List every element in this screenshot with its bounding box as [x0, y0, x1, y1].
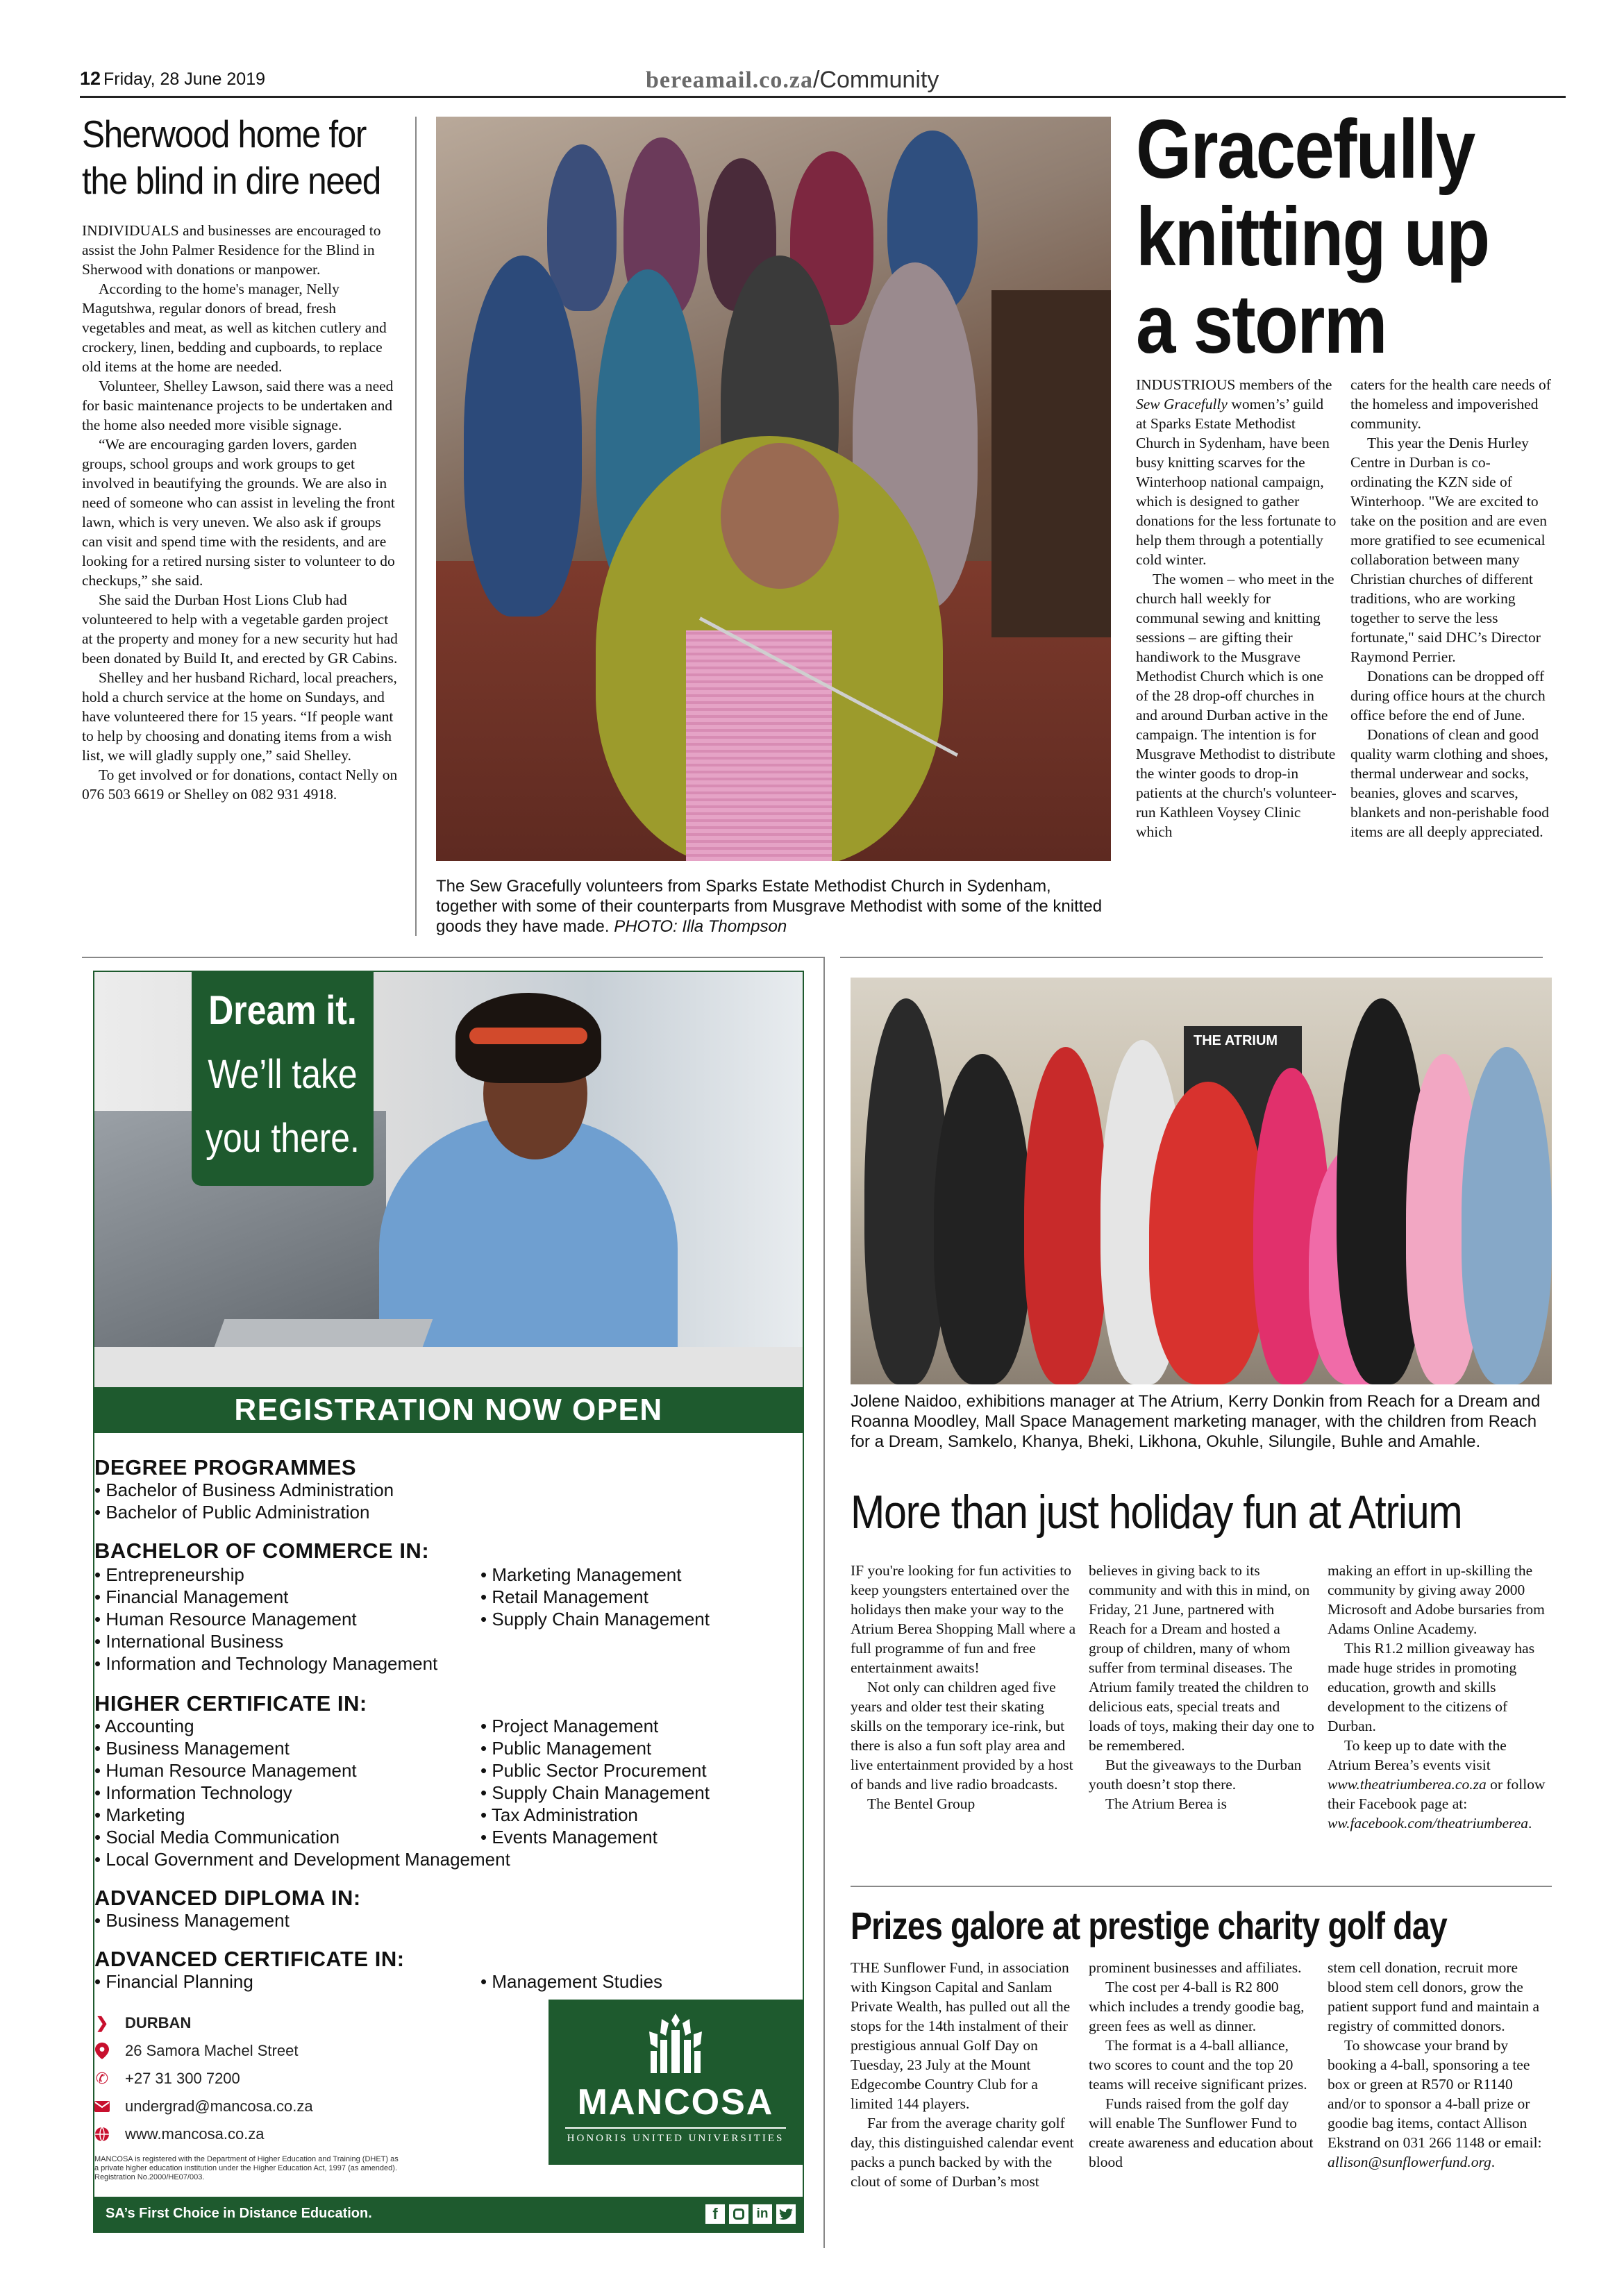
pink-knitting: [686, 630, 832, 861]
atrium-paragraph: Not only can children aged five years and older test their skating skills on the temporary ice-rink, but there is also a fun soft play area and live entertainment provided by a host of bands and live radio broadcasts.: [851, 1679, 1073, 1793]
atrium-paragraph: The Bentel Group: [867, 1795, 976, 1812]
bullet: •: [480, 1609, 487, 1629]
programme-label: Local Government and Development Management: [106, 1849, 510, 1870]
programme-item: [480, 1826, 800, 1848]
child: [1149, 1082, 1267, 1384]
golf-col2: [1089, 1958, 1314, 2172]
chevron-right-icon: ❯: [95, 2014, 109, 2031]
sherwood-headline: [82, 111, 388, 204]
atrium-caption: Jolene Naidoo, exhibitions manager at The Atrium, Kerry Donkin from Reach for a Dream and Roanna Moodley, Mall Space Management marketing manager, with the children from Reach for a Dream, Samkelo, Khanya, Bheki, Likhona, Okuhle, Silungile, Buhle and Amahle.: [851, 1392, 1541, 1451]
contact-city-label: DURBAN: [125, 2014, 192, 2031]
sherwood-paragraph: “We are encouraging garden lovers, garden groups, school groups and work groups to get involved in beautifying the grounds. We are also in need of someone who can assist in leveling the front lawn, which is very uneven. We also ask if groups can visit and spend time with the residents, and are looking for a retired nursing sister to volunteer to do checkups,” she said.: [82, 436, 395, 589]
photo-credit: PHOTO: Illa Thompson: [614, 917, 787, 936]
programme-label: Events Management: [492, 1827, 658, 1847]
advanced-diploma-list: [94, 1909, 511, 1932]
programme-label: Business Management: [106, 1738, 290, 1759]
programme-label: Retail Management: [492, 1586, 648, 1607]
knitting-paragraph: Donations can be dropped off during office hours at the church office before the end of June.: [1350, 668, 1546, 723]
bullet: •: [94, 1738, 101, 1759]
registration-note: MANCOSA is registered with the Department of Higher Education and Training (DHET) as a private higher education institution under the Higher Education Act, 1997 (as amended). Registration No.2000/HE07/003.: [94, 2155, 399, 2181]
programme-label: Social Media Communication: [106, 1827, 340, 1847]
sherwood-paragraph: INDIVIDUALS and businesses are encouraged to assist the John Palmer Residence for the Blind in Sherwood with donations or manpower.: [82, 222, 381, 278]
desk: [94, 1347, 803, 1387]
atrium-paragraph: making an effort in up-skilling the community by giving away 2000 Microsoft and Adobe bursaries from Adams Online Academy.: [1328, 1562, 1545, 1637]
atrium-paragraph: [1328, 1736, 1551, 1833]
atrium-paragraph: IF you're looking for fun activities to keep youngsters entertained over the holidays then make your way to the Atrium Berea Shopping Mall where a full programme of fun and free entertainment awaits!: [851, 1562, 1076, 1676]
commerce-heading: BACHELOR OF COMMERCE IN:: [94, 1539, 430, 1563]
knitting-paragraph: [1136, 375, 1337, 569]
guild-name: Sew Gracefully: [1136, 396, 1228, 412]
programme-item: [94, 1586, 483, 1608]
commerce-list-left: [94, 1564, 483, 1675]
knitting-paragraph: The women – who meet in the church hall weekly for communal sewing and knitting sessions – are gifting their handiwork to the Musgrave Methodist Church which is one of the 28 drop-off churches in and around Durban active in the campaign. The intention is for Musgrave Methodist to distribute the winter goods to drop-in patients at the church's volunteer-run Kathleen Voysey Clinic which: [1136, 571, 1337, 840]
section-rule: [851, 1886, 1552, 1887]
sherwood-headline-line2: the blind in dire need: [82, 159, 380, 202]
sherwood-paragraph: She said the Durban Host Lions Club had volunteered to help with a vegetable garden project at the property and money for a new security hut had been donated by Build It, and erected by GR Cabins.: [82, 592, 398, 667]
slogan-line: Dream it.: [208, 988, 357, 1033]
knitting-col1: [1136, 375, 1337, 841]
programme-item: [480, 1608, 800, 1630]
programme-item: [480, 1970, 800, 1993]
commerce-list-right: [480, 1564, 800, 1630]
golf-paragraph: The format is a 4-ball alliance, two scores to count and the top 20 teams will receive significant prizes.: [1089, 2037, 1307, 2093]
knitting-paragraph: caters for the health care needs of the homeless and impoverished community.: [1350, 376, 1551, 432]
atrium-headline: More than just holiday fun at Atrium: [851, 1486, 1462, 1539]
pew: [991, 290, 1111, 637]
advanced-certificate-list-right: [480, 1970, 800, 1993]
text-run: women’s’ guild at Sparks Estate Methodist Church in Sydenham, have been busy knitting scarves for the Winterhoop national campaign, which is designed to gather donations for the less fortunate to help them through a potentially cold winter.: [1136, 396, 1337, 568]
bullet: •: [480, 1827, 487, 1847]
programme-label: Human Resource Management: [106, 1609, 357, 1629]
programme-label: Public Management: [492, 1738, 652, 1759]
registration-banner: REGISTRATION NOW OPEN: [94, 1387, 803, 1433]
bullet: •: [480, 1716, 487, 1736]
degree-list: [94, 1479, 789, 1523]
contact-address-label: 26 Samora Machel Street: [125, 2042, 299, 2059]
volunteer: [547, 144, 617, 311]
programme-item: [480, 1782, 800, 1804]
programme-item: [94, 1848, 580, 1870]
atrium-paragraph: This R1.2 million giveaway has made huge strides in promoting education, growth and skills development to the citizens of Durban.: [1328, 1640, 1535, 1734]
text-run: or follow their Facebook page at:: [1328, 1776, 1546, 1812]
programme-label: International Business: [106, 1631, 284, 1652]
programme-item: [480, 1759, 800, 1782]
ad-slogan: [192, 972, 374, 1186]
programme-label: Marketing Management: [492, 1564, 682, 1585]
volunteer: [464, 255, 582, 617]
phone-icon: ✆: [95, 2070, 109, 2087]
programme-item: [480, 1586, 800, 1608]
programme-label: Accounting: [104, 1716, 194, 1736]
twitter-icon[interactable]: [776, 2204, 796, 2224]
bullet: •: [94, 1502, 101, 1523]
mancosa-ad: [93, 971, 804, 2233]
bullet: •: [480, 1782, 487, 1803]
section-rule: [840, 957, 1543, 958]
programme-item: [94, 1479, 789, 1501]
programme-label: Marketing: [106, 1804, 185, 1825]
programme-label: Management Studies: [492, 1971, 663, 1992]
sherwood-paragraph: Volunteer, Shelley Lawson, said there was a need for basic maintenance projects to be undertaken and the home also needed more visible signage.: [82, 378, 394, 433]
programme-item: [94, 1608, 483, 1630]
page-date: Friday, 28 June 2019: [103, 69, 266, 89]
knitting-headline-line2: knitting up: [1136, 190, 1489, 283]
atrium-paragraph: believes in giving back to its community and with this in mind, on Friday, 21 June, partnered with Reach for a Dream and hosted a group of children, many of whom suffer from terminal diseases. The Atrium family treated the children to delicious eats, special treats and loads of toys, making their day one to be remembered.: [1089, 1562, 1314, 1754]
programme-label: Supply Chain Management: [492, 1609, 710, 1629]
atrium-col1: [851, 1561, 1076, 1813]
programme-item: [480, 1715, 800, 1737]
golf-paragraph: THE Sunflower Fund, in association with Kingson Capital and Sanlam Private Wealth, has pulled out all the stops for the 14th instalment of their prestigious annual Golf Day on Tuesday, 23 July at the Mount Edgecombe Country Club for a limited 144 players.: [851, 1959, 1071, 2112]
sherwood-headline-line1: Sherwood home for: [82, 112, 367, 156]
programme-label: Tax Administration: [491, 1804, 638, 1825]
bullet: •: [94, 1631, 101, 1652]
golf-paragraph: stem cell donation, recruit more blood stem cell donors, grow the patient support fund and maintain a registry of committed donors.: [1328, 1959, 1540, 2034]
contact-phone[interactable]: [94, 2065, 511, 2093]
header-rule: [80, 96, 1566, 98]
programme-label: Public Sector Procurement: [492, 1760, 707, 1781]
hc-heading: HIGHER CERTIFICATE IN:: [94, 1691, 367, 1716]
programme-item: [480, 1564, 800, 1586]
headband: [469, 1028, 587, 1044]
atrium-photo: [851, 978, 1552, 1384]
golf-col3: [1328, 1958, 1551, 2172]
bullet: •: [94, 1910, 101, 1931]
bullet: •: [94, 1586, 101, 1607]
golf-paragraph: Far from the average charity golf day, this distinguished calendar event packs a punch backed by with the clout of some of Durban’s most: [851, 2115, 1074, 2190]
golf-paragraph: The cost per 4-ball is R2 800 which includes a trendy goodie bag, green fees as well as dinner.: [1089, 1979, 1305, 2034]
programme-label: Supply Chain Management: [492, 1782, 710, 1803]
column-divider: [415, 117, 417, 936]
bullet: •: [94, 1716, 101, 1736]
atrium-col2: [1089, 1561, 1314, 1813]
contact-block: [94, 2009, 511, 2148]
bullet: •: [94, 1480, 101, 1500]
atrium-website-link[interactable]: www.theatriumberea.co.za: [1328, 1776, 1487, 1793]
bullet: •: [480, 1804, 487, 1825]
knitting-col2: [1350, 375, 1552, 841]
page-number: 12: [80, 68, 101, 89]
atrium-paragraph: The Atrium Berea is: [1105, 1795, 1227, 1812]
knitting-caption: [436, 876, 1111, 937]
programme-label: Financial Management: [106, 1586, 289, 1607]
text-run: To showcase your brand by booking a 4-ball, sponsoring a tee box or green at R570 or R1140 and/or to sponsor a 4-ball prize or goodie bag items, contact Allison Ekstrand on 031 266 1148 or email:: [1328, 2037, 1542, 2151]
instagram-glyph: [733, 2209, 744, 2220]
programme-item: [480, 1737, 800, 1759]
knitting-photo: [436, 117, 1111, 861]
bullet: •: [94, 1971, 101, 1992]
bullet: •: [480, 1564, 487, 1585]
bullet: •: [94, 1609, 101, 1629]
atrium-sign-text: THE ATRIUM: [1194, 1033, 1278, 1048]
programme-label: Information Technology: [106, 1782, 292, 1803]
contact-phone-label: +27 31 300 7200: [125, 2070, 240, 2087]
ad-footer: [94, 2197, 803, 2231]
section-rule: [82, 957, 825, 958]
atrium-facebook-link[interactable]: ww.facebook.com/theatriumberea: [1328, 1815, 1528, 1832]
programme-item: [94, 1630, 483, 1652]
contact-web-label: www.mancosa.co.za: [125, 2125, 265, 2143]
golf-paragraph: Funds raised from the golf day will enable The Sunflower Fund to create awareness and education about blood: [1089, 2095, 1314, 2170]
brand-name: MANCOSA: [577, 2082, 774, 2122]
bullet: •: [94, 1782, 101, 1803]
programme-label: Entrepreneurship: [106, 1564, 244, 1585]
bullet: •: [94, 1827, 101, 1847]
lead-face: [721, 443, 839, 589]
location-pin-icon: [94, 2043, 110, 2059]
mancosa-logo-icon: [641, 2012, 710, 2075]
bullet: •: [94, 1804, 101, 1825]
knitting-headline: [1136, 103, 1518, 371]
social-icons: [705, 2204, 796, 2224]
degree-heading: DEGREE PROGRAMMES: [94, 1455, 357, 1480]
contact-city: [94, 2009, 511, 2037]
text-run: To keep up to date with the Atrium Berea’s events visit: [1328, 1737, 1507, 1773]
programme-label: Human Resource Management: [106, 1760, 357, 1781]
programme-label: Bachelor of Public Administration: [106, 1502, 370, 1523]
sherwood-body: [82, 221, 401, 804]
linkedin-icon[interactable]: in: [753, 2204, 772, 2224]
child: [1462, 1047, 1552, 1384]
ad-footer-text: SA’s First Choice in Distance Education.: [106, 2206, 372, 2221]
text-run: .: [1491, 2154, 1496, 2170]
site-section: /Community: [812, 67, 939, 93]
programme-label: Information and Technology Management: [106, 1653, 438, 1674]
mancosa-logo-block: [549, 2000, 803, 2165]
knitting-headline-line3: a storm: [1136, 278, 1387, 371]
programme-item: [94, 1564, 483, 1586]
contact-email-label: undergrad@mancosa.co.za: [125, 2097, 313, 2115]
sherwood-paragraph: To get involved or for donations, contact Nelly on 076 503 6619 or Shelley on 082 931 4918.: [82, 766, 398, 803]
email-icon: [94, 2099, 110, 2114]
bullet: •: [94, 1564, 101, 1585]
brand-tagline: HONORIS UNITED UNIVERSITIES: [567, 2133, 785, 2144]
atrium-paragraph: But the giveaways to the Durban youth doesn’t stop there.: [1089, 1757, 1302, 1793]
programme-item: [480, 1804, 800, 1826]
site-domain: bereamail.co.za: [646, 67, 813, 93]
bullet: •: [480, 1586, 487, 1607]
laptop: [215, 1319, 433, 1347]
knitting-paragraph: Donations of clean and good quality warm clothing and shoes, thermal underwear and socks, beanies, gloves and scarves, blankets and non-perishable food items are all deeply appreciated.: [1350, 726, 1549, 840]
atrium-col3: [1328, 1561, 1551, 1833]
sherwood-paragraph: Shelley and her husband Richard, local preachers, hold a church service at the home on Sundays, and have volunteered there for 15 years. “If people want to help by choosing and donating items from a wish list, we will gladly supply one,” said Shelley.: [82, 669, 397, 764]
ad-divider: [823, 957, 825, 2248]
bullet: •: [94, 1760, 101, 1781]
golf-col1: [851, 1958, 1076, 2191]
programme-label: Financial Planning: [106, 1971, 253, 1992]
globe-icon: [94, 2127, 110, 2142]
bullet: •: [480, 1760, 487, 1781]
instagram-icon[interactable]: [729, 2204, 748, 2224]
page-header: [80, 67, 1566, 97]
child: [1024, 1047, 1107, 1384]
contact-email[interactable]: [94, 2093, 511, 2120]
programme-label: Business Management: [106, 1910, 290, 1931]
ad-photo: [94, 972, 803, 1387]
child: [934, 1054, 1031, 1384]
bullet: •: [480, 1971, 487, 1992]
knitting-caption-text: The Sew Gracefully volunteers from Sparks Estate Methodist Church in Sydenham, together with some of their counterparts from Musgrave Methodist with some of the knitted goods they have made.: [436, 877, 1103, 936]
programme-item: [94, 1652, 483, 1675]
golf-email-link[interactable]: allison@sunflowerfund.org: [1328, 2154, 1491, 2170]
slogan-line: We’ll take: [208, 1052, 358, 1097]
programme-item: [94, 1970, 442, 1993]
programme-label: Project Management: [492, 1716, 659, 1736]
programme-item: [94, 1909, 511, 1932]
hc-list-right: [480, 1715, 800, 1848]
bullet: •: [94, 1849, 101, 1870]
programme-label: Bachelor of Business Administration: [106, 1480, 394, 1500]
site-name: [646, 67, 939, 94]
contact-web[interactable]: [94, 2120, 511, 2148]
advanced-diploma-heading: ADVANCED DIPLOMA IN:: [94, 1886, 361, 1910]
bullet: •: [480, 1738, 487, 1759]
knitting-paragraph: This year the Denis Hurley Centre in Durban is co-ordinating the KZN side of Winterhoop. "We are excited to take on the position and are even more gratified to see ecumenical collaboration between many Christian churches of different traditions, who are working together to serve the less fortunate," said DHC’s Director Raymond Perrier.: [1350, 435, 1547, 665]
knitting-headline-line1: Gracefully: [1136, 103, 1475, 196]
golf-headline: Prizes galore at prestige charity golf day: [851, 1904, 1447, 1947]
facebook-icon[interactable]: f: [705, 2204, 725, 2224]
contact-address: [94, 2037, 511, 2065]
golf-paragraph: [1328, 2036, 1551, 2172]
programme-item: [94, 1501, 789, 1523]
slogan-line: you there.: [206, 1116, 360, 1161]
bullet: •: [94, 1653, 101, 1674]
golf-paragraph: prominent businesses and affiliates.: [1089, 1959, 1302, 1976]
text-run: .: [1528, 1815, 1532, 1832]
advanced-certificate-heading: ADVANCED CERTIFICATE IN:: [94, 1947, 405, 1971]
brand-rule: [565, 2127, 786, 2129]
sherwood-paragraph: According to the home's manager, Nelly Magutshwa, regular donors of bread, fresh vegetables and meat, as well as kitchen cutlery and crockery, linen, bedding and cupboards, to replace old items at the home are needed.: [82, 280, 387, 375]
text-run: INDUSTRIOUS members of the: [1136, 376, 1332, 393]
advanced-certificate-list-left: [94, 1970, 442, 1993]
